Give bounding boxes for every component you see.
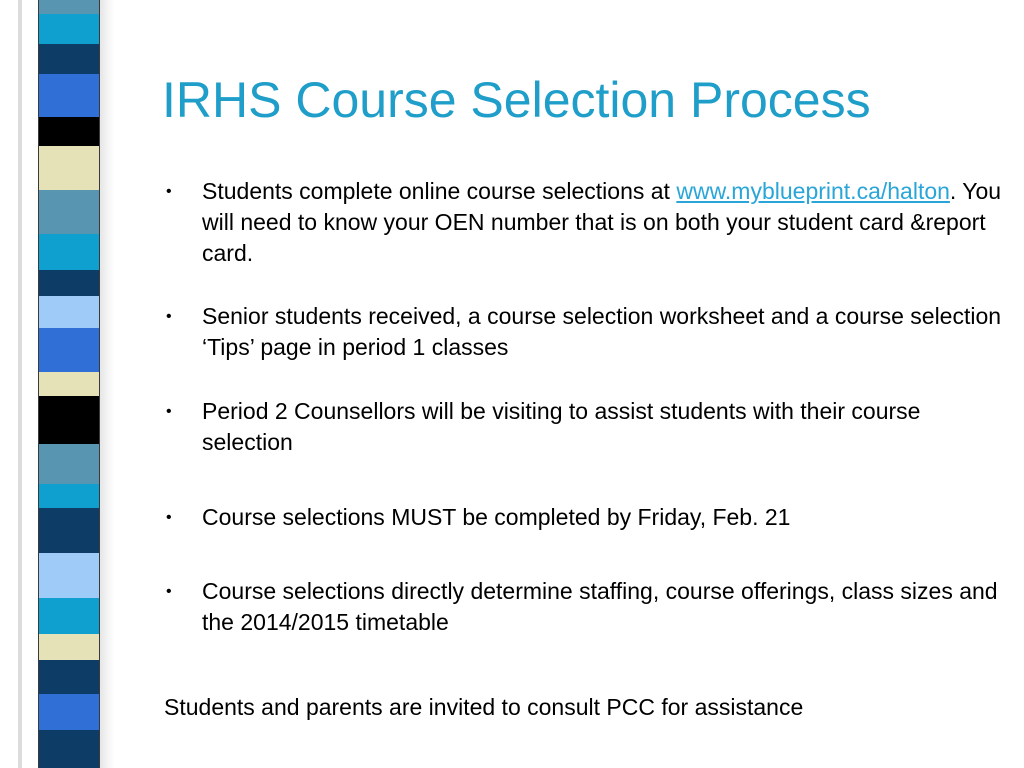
decorative-shadow [100, 0, 114, 768]
bullet-text: Senior students received, a course selection worksheet and a course selection ‘Tips’ page in period 1 classes [202, 303, 1002, 360]
decorative-color-block [38, 0, 100, 14]
bullet-item [164, 301, 1004, 363]
decorative-color-block [38, 146, 100, 190]
decorative-color-block [38, 372, 100, 396]
decorative-color-block [38, 730, 100, 768]
slide-title: IRHS Course Selection Process [162, 72, 871, 128]
bullet-icon: • [166, 403, 172, 420]
decorative-thin-line [18, 0, 22, 768]
decorative-color-block [38, 270, 100, 296]
bullet-item [164, 176, 1004, 269]
bullet-text: Course selections MUST be completed by Friday, Feb. 21 [202, 504, 791, 530]
bullet-list [164, 176, 1004, 638]
decorative-color-block [38, 634, 100, 660]
decorative-color-block [38, 234, 100, 270]
decorative-color-block [38, 598, 100, 634]
bullet-icon: • [166, 308, 172, 325]
closing-note: Students and parents are invited to consult PCC for assistance [164, 694, 804, 720]
decorative-color-block [38, 694, 100, 730]
decorative-color-block [38, 660, 100, 694]
bullet-item [164, 576, 1004, 638]
bullet-icon: • [166, 509, 172, 526]
bullet-text: Course selections directly determine staffing, course offerings, class sizes and the 2014/2015 timetable [202, 578, 998, 635]
decorative-color-block [38, 444, 100, 484]
bullet-item [164, 396, 1004, 458]
decorative-color-block [38, 484, 100, 508]
bullet-icon: • [166, 183, 172, 200]
bullet-text-pre: Students complete online course selections at [202, 178, 677, 204]
bullet-text-post: . You will need to know your OEN number that is on both your student card &report card. [202, 178, 1002, 266]
decorative-stripe-band [0, 0, 120, 768]
decorative-color-block [38, 328, 100, 372]
decorative-color-block [38, 508, 100, 553]
myblueprint-link[interactable]: www.myblueprint.ca/halton [676, 178, 950, 204]
decorative-color-block [38, 396, 100, 444]
decorative-color-block [38, 14, 100, 44]
decorative-color-block [38, 74, 100, 117]
decorative-color-block [38, 553, 100, 598]
decorative-color-block [38, 117, 100, 146]
bullet-item [164, 502, 1004, 533]
decorative-color-block [38, 190, 100, 234]
decorative-color-block [38, 296, 100, 328]
bullet-icon: • [166, 583, 172, 600]
bullet-text: Period 2 Counsellors will be visiting to assist students with their course selection [202, 398, 921, 455]
decorative-color-block [38, 44, 100, 74]
